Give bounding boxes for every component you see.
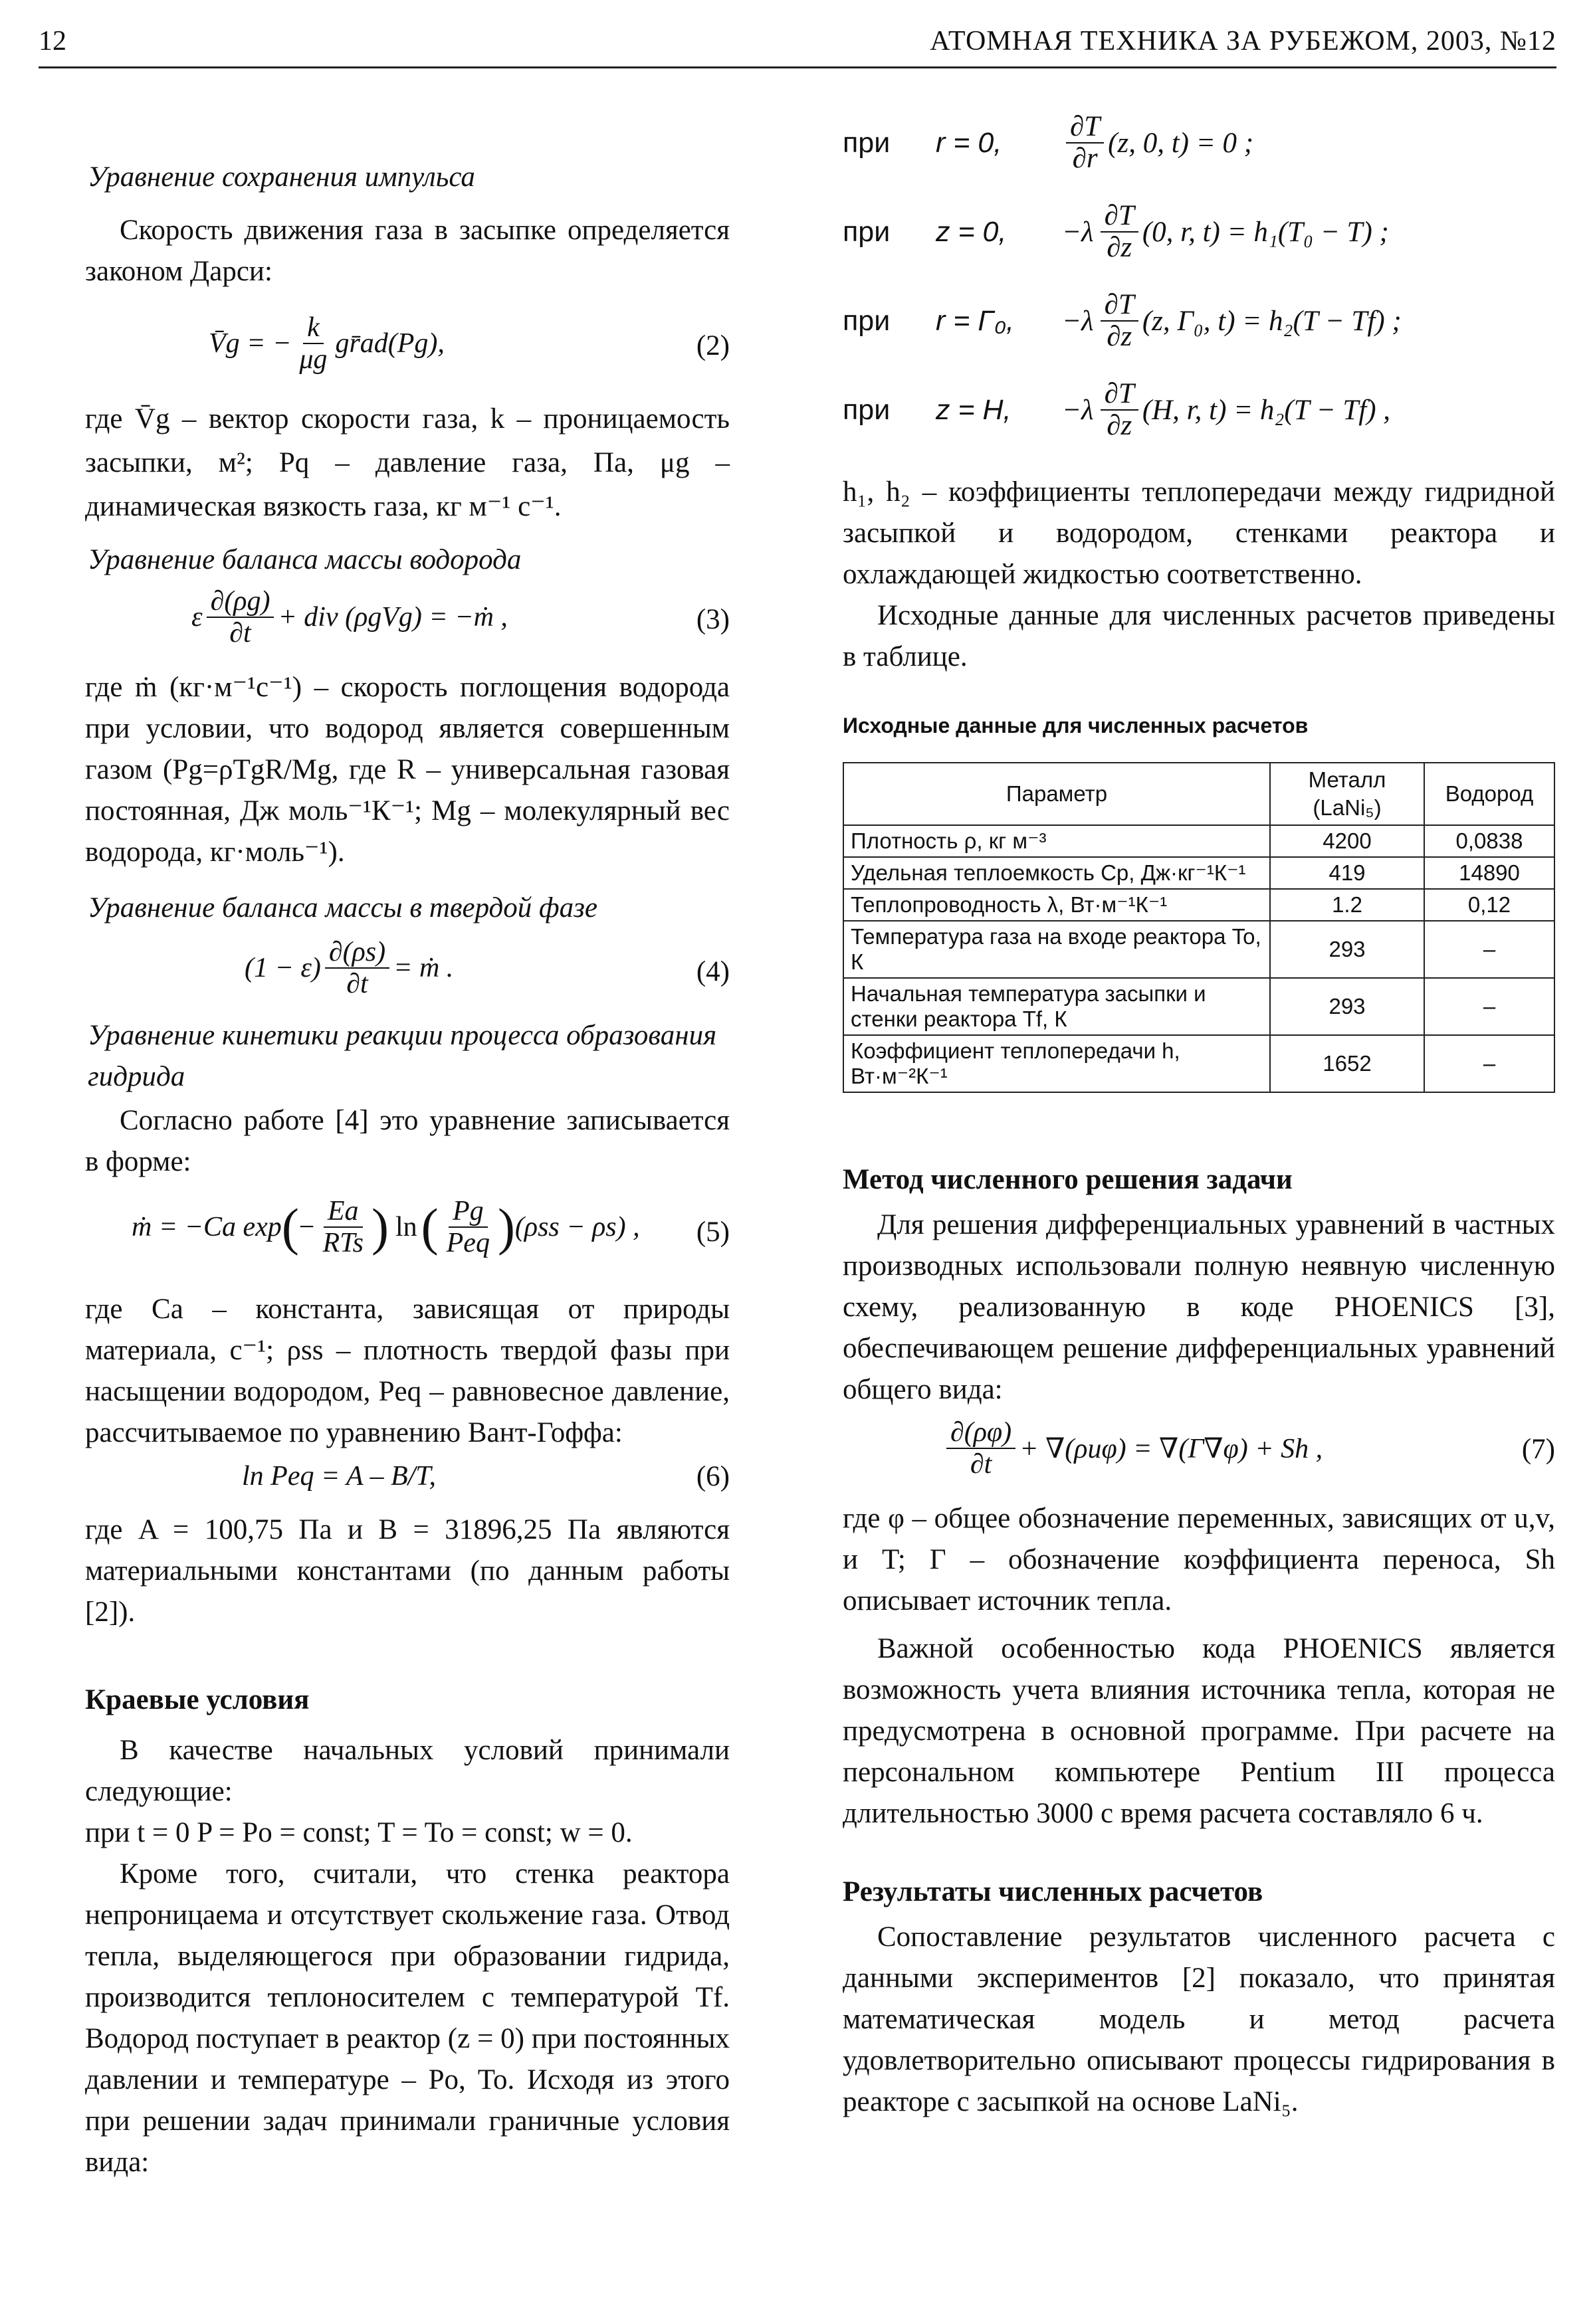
table-row [843, 825, 1554, 857]
eq5-num2: Pg [449, 1196, 488, 1228]
bc-condition: z = H, [936, 393, 1011, 426]
eq4-pre: (1 − ε) [245, 953, 321, 983]
table-caption: Исходные данные для численных расчетов [843, 714, 1309, 737]
bc-condition: r = Γ₀, [936, 304, 1014, 337]
table-cell: Удельная теплоемкость Cp, Дж·кг⁻¹К⁻¹ [843, 857, 1270, 889]
table-cell: 4200 [1270, 825, 1424, 857]
eq4-num: ∂(ρs) [325, 937, 389, 969]
table-cell: 419 [1270, 857, 1424, 889]
equation-6 [85, 1460, 730, 1509]
table-cell: Начальная температура засыпки и стенки реактора Tf, К [843, 978, 1270, 1035]
table-row [843, 857, 1554, 889]
eq2-number: (2) [696, 330, 730, 361]
eq2-fraction [295, 312, 331, 375]
bc-rhs: (H, r, t) = h₂(T − Tf) , [1142, 394, 1391, 426]
paragraph-darcy-where: где V̄g – вектор скорости газа, k – проницаемость засыпки, м²; Pq – давление газа, Па, μg – динамическая вязкость газа, кг м⁻¹ с⁻¹. [85, 403, 730, 522]
table-header-row [843, 763, 1554, 825]
heading-method: Метод численного решения задачи [843, 1164, 1293, 1195]
paragraph-eq7-where: где φ – общее обозначение переменных, зависящих от u,v, и T; Γ – обозначение коэффициента переноса, Sh описывает источник тепла. [843, 1503, 1555, 1616]
eq5-den1: RTs [322, 1228, 364, 1258]
bc-lambda: −λ [1062, 305, 1094, 337]
bc-rhs: (z, 0, t) = 0 ; [1108, 127, 1254, 159]
eq4-fraction [325, 937, 389, 999]
bc-condition: z = 0, [936, 215, 1007, 248]
bc-num: ∂T [1101, 290, 1138, 322]
left-column [85, 100, 730, 2183]
eq2-num: k [303, 312, 324, 344]
eq2-den: μg [299, 344, 328, 375]
eq7-rhs: + ∇(ρuφ) = ∇(Γ∇φ) + Sh , [1019, 1434, 1323, 1464]
eq4-rhs: = ṁ . [393, 953, 454, 983]
table-row [843, 921, 1554, 978]
eq6-body: ln Peq = A – B/T, [242, 1461, 437, 1492]
table-cell: 1652 [1270, 1035, 1424, 1092]
table-cell: – [1424, 978, 1554, 1035]
eq3-rhs: + div (ρgVg) = −ṁ , [278, 602, 508, 632]
bc-fraction [1101, 379, 1138, 441]
paragraph-eq6-where: где A = 100,75 Па и B = 31896,25 Па являются материальными константами (по данным работы [2]). [85, 1514, 730, 1628]
table-cell: Теплопроводность λ, Вт·м⁻¹К⁻¹ [843, 889, 1270, 921]
table-row [843, 978, 1554, 1035]
eq5-rhs: (ρss − ρs) , [514, 1212, 640, 1242]
heading-boundary-conditions: Краевые условия [85, 1684, 310, 1715]
bc-lambda: −λ [1062, 394, 1094, 426]
table-cell: Коэффициент теплопередачи h, Вт·м⁻²К⁻¹ [843, 1035, 1270, 1092]
paragraph-results: Сопоставление результатов численного расчета с данными экспериментов [2] показало, что принятая математическая модель и метод расчета удовлетворительно описывают процессы гидрирования в реакторе с засыпкой на основе LaNi₅. [843, 1921, 1555, 2117]
eq5-number: (5) [696, 1216, 730, 1248]
paragraph-method: Для решения дифференциальных уравнений в частных производных использовали полную неявную численную схему, реализованную в коде PHOENICS [3], обеспечивающем решение дифференциальных уравнений общего вида: [843, 1209, 1555, 1405]
eq3-fraction [207, 586, 274, 648]
bc-num: ∂T [1101, 379, 1138, 411]
equation-7 [843, 1410, 1555, 1498]
bc-rhs: (0, r, t) = h₁(T₀ − T) ; [1142, 216, 1389, 248]
bc-num: ∂T [1101, 201, 1138, 233]
eq5-ln: ln [395, 1212, 417, 1242]
bc-den: ∂z [1107, 321, 1132, 352]
boundary-condition-row [843, 367, 1390, 453]
bc-rhs: (z, Γ₀, t) = h₂(T − Tf) ; [1142, 305, 1402, 337]
bc-fraction [1101, 290, 1138, 352]
eq2-lhs: V̄g = − [209, 328, 292, 359]
table-cell: 293 [1270, 978, 1424, 1035]
boundary-condition-row [843, 100, 1253, 186]
paragraph-darcy: Скорость движения газа в засыпке определяется законом Дарси: [85, 215, 730, 287]
table-header-param: Параметр [843, 763, 1270, 825]
bc-den: ∂r [1072, 143, 1098, 174]
paragraph-kinetics: Согласно работе [4] это уравнение записывается в форме: [85, 1105, 730, 1177]
eq7-den: ∂t [970, 1449, 992, 1480]
paragraph-initial: В качестве начальных условий принимали следующие: [85, 1735, 730, 1807]
eq3-pre: ε [191, 602, 203, 632]
table-cell: 0,12 [1424, 889, 1554, 921]
paragraph-initial-eq: при t = 0 P = Po = const; T = To = const; w = 0. [85, 1817, 633, 1848]
table-cell: – [1424, 1035, 1554, 1092]
boundary-conditions [843, 100, 1555, 472]
equation-2 [85, 298, 730, 397]
bc-den: ∂z [1107, 232, 1132, 263]
eq5-lhs: ṁ = −Ca exp [132, 1212, 282, 1242]
heading-momentum: Уравнение сохранения импульса [88, 161, 475, 193]
heading-results: Результаты численных расчетов [843, 1876, 1263, 1907]
bc-fraction [1101, 201, 1138, 263]
bc-den: ∂z [1107, 410, 1132, 441]
equation-3 [85, 581, 730, 663]
eq5-num1: Ea [324, 1196, 363, 1228]
table-cell: 14890 [1424, 857, 1554, 889]
table-header-hydrogen: Водород [1424, 763, 1554, 825]
bc-prefix: при [843, 126, 891, 159]
boundary-condition-row [843, 278, 1402, 364]
table-cell: Температура газа на входе реактора To, К [843, 921, 1270, 978]
initial-data-table [843, 762, 1555, 1093]
boundary-condition-row [843, 189, 1389, 275]
running-header [39, 20, 1556, 66]
header-rule [39, 66, 1556, 68]
table-header-metal: Металл (LaNi₅) [1270, 763, 1424, 825]
eq2-rhs: gr̄ad(Pg), [335, 328, 445, 359]
eq5-frac1 [318, 1196, 368, 1258]
eq4-number: (4) [696, 956, 730, 987]
eq4-den: ∂t [346, 969, 368, 999]
table-row [843, 889, 1554, 921]
table-cell: 1.2 [1270, 889, 1424, 921]
eq5-paren-open: ( [281, 1198, 299, 1256]
paragraph-eq5-where: где Ca – константа, зависящая от природы материала, с⁻¹; ρss – плотность твердой фазы при насыщении водородом, Peq – равновесное давление, рассчитываемое по уравнению Вант-Гоффа: [85, 1294, 730, 1448]
heading-solid-balance: Уравнение баланса массы в твердой фазе [88, 892, 597, 923]
bc-num: ∂T [1066, 112, 1104, 144]
table-cell: 0,0838 [1424, 825, 1554, 857]
bc-prefix: при [843, 304, 891, 337]
eq3-den: ∂t [229, 618, 251, 648]
paragraph-initial-data: Исходные данные для численных расчетов приведены в таблице. [843, 600, 1555, 672]
eq5-frac2 [443, 1196, 494, 1258]
journal-title: АТОМНАЯ ТЕХНИКА ЗА РУБЕЖОМ, 2003, №12 [930, 26, 1556, 56]
paragraph-assumptions: Кроме того, считали, что стенка реактора непроницаема и отсутствует скольжение газа. Отвод тепла, выделяющегося при образовании гидрида, производится теплоносителем с температурой Tf. Водород поступает в реактор (z = 0) при постоянных давлении и температуре – Po, To. Исходя из этого при решении задач принимали граничные условия вида: [85, 1858, 730, 2178]
equation-4 [85, 929, 730, 1015]
table-cell: – [1424, 921, 1554, 978]
eq5-den2: Peq [446, 1228, 490, 1258]
paragraph-h-coefficients: h₁, h₂ – коэффициенты теплопередачи между гидридной засыпкой и водородом, стенками реактора и охлаждающей жидкостью соответственно. [843, 476, 1555, 590]
bc-prefix: при [843, 215, 891, 248]
bc-lambda: −λ [1062, 216, 1094, 248]
heading-kinetics: Уравнение кинетики реакции процесса образования гидрида [88, 1020, 717, 1092]
paragraph-eq3-where: где ṁ (кг·м⁻¹с⁻¹) – скорость поглощения водорода при условии, что водород является совершенным газом (Pg=ρTgR/Mg, где R – универсальная газовая постоянная, Дж моль⁻¹К⁻¹; Mg – молекулярный вес водорода, кг·моль⁻¹). [85, 672, 730, 868]
eq3-number: (3) [696, 604, 730, 635]
right-column [843, 100, 1555, 2123]
table-row [843, 1035, 1554, 1092]
eq6-number: (6) [696, 1461, 730, 1492]
bc-condition: r = 0, [936, 126, 1002, 159]
bc-fraction [1066, 112, 1104, 174]
bc-prefix: при [843, 393, 891, 426]
table-cell: 293 [1270, 921, 1424, 978]
equation-5: ṁ = −Ca exp ( − $\frac{Ea}{\text{RTs}}$ ) ln ( $\frac{Pg}{\text{Peq}}$ ) (ρss − ρs) , (5) [132, 1196, 730, 1258]
heading-h2-balance: Уравнение баланса массы водорода [88, 544, 522, 575]
table-cell: Плотность ρ, кг м⁻³ [843, 825, 1270, 857]
eq5-paren-close: ) [372, 1198, 389, 1256]
eq7-fraction [946, 1417, 1015, 1480]
paragraph-phoenics: Важной особенностью кода PHOENICS является возможность учета влияния источника тепла, которая не предусмотрена в основной программе. При расчете на персональном компьютере Pentium III процесса длительностью 3000 с время расчета составляло 6 ч. [843, 1633, 1555, 1829]
eq3-num: ∂(ρg) [207, 586, 274, 618]
eq7-number: (7) [1521, 1434, 1555, 1465]
eq7-num: ∂(ρφ) [946, 1417, 1015, 1449]
page-number: 12 [39, 26, 66, 56]
